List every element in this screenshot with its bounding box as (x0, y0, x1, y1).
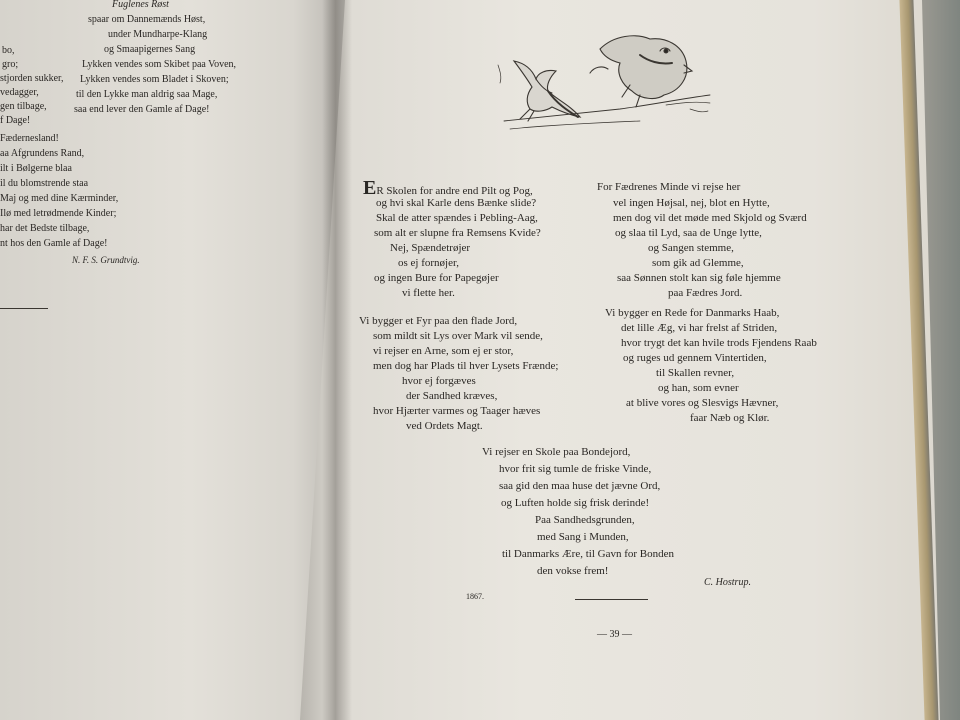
poem-line: For Fædrenes Minde vi rejse her (597, 181, 741, 193)
poem-line: til Danmarks Ære, til Gavn for Bonden (502, 548, 674, 560)
poem-line: ved Ordets Magt. (406, 420, 483, 432)
page-number: — 39 — (597, 629, 632, 640)
poem-line: som gik ad Glemme, (652, 257, 744, 269)
poem-line: til Skallen revner, (656, 367, 735, 379)
left-verse-line: Lykken vendes som Skibet paa Voven, (82, 59, 237, 70)
left-verse-line: til den Lykke man aldrig saa Mage, (76, 89, 218, 100)
poem-line: Nej, Spændetrøjer (390, 242, 471, 254)
left-margin-line: Fædernesland! (0, 133, 59, 144)
left-signature: N. F. S. Grundtvig. (72, 255, 140, 265)
book-spine-shadow (322, 0, 352, 720)
left-margin-line: f Dage! (0, 115, 31, 126)
poem-line: der Sandhed kræves, (406, 390, 498, 402)
left-margin-line: Maj og med dine Kærminder, (0, 193, 119, 204)
left-margin-line: nt hos den Gamle af Dage! (0, 238, 108, 249)
poem-line: og slaa til Lyd, saa de Unge lytte, (615, 227, 762, 239)
left-verse-line: og Smaapigernes Sang (104, 44, 196, 55)
poem-line: vi flette her. (402, 287, 455, 299)
poem-line: Paa Sandhedsgrunden, (535, 514, 635, 526)
poem-line: hvor ej forgæves (402, 375, 476, 387)
poem-line: vel ingen Højsal, nej, blot en Hytte, (613, 197, 770, 209)
poem-line: den vokse frem! (537, 565, 609, 577)
poem-year: 1867. (466, 592, 484, 601)
poem-line: men dog vil det møde med Skjold og Sværd (613, 212, 807, 224)
left-margin-line: gro; (2, 59, 19, 70)
poem-line: hvor Hjærter varmes og Taager hæves (373, 405, 541, 417)
poem-line: os ej fornøjer, (398, 257, 459, 269)
left-verse-line: saa end lever den Gamle af Dage! (74, 104, 210, 115)
drop-cap: E (363, 177, 377, 199)
poem-divider (575, 599, 648, 600)
left-margin-line: har det Bedste tilbage, (0, 223, 90, 234)
left-margin-line: Ilø med letrødmende Kinder; (0, 208, 117, 219)
poem-line: Vi rejser en Skole paa Bondejord, (482, 446, 631, 458)
left-verse-line: spaar om Dannemænds Høst, (88, 14, 206, 25)
poem-line: vi rejser en Arne, som ej er stor, (373, 345, 514, 357)
poem-line: paa Fædres Jord. (668, 287, 743, 299)
left-margin-line: il du blomstrende staa (0, 178, 89, 189)
poem-line: som mildt sit Lys over Mark vil sende, (373, 330, 543, 342)
poem-line: og han, som evner (658, 382, 739, 394)
left-margin-line: vedagger, (0, 87, 39, 98)
poem-line: Vi bygger et Fyr paa den flade Jord, (359, 315, 518, 327)
poem-line: saa Sønnen stolt kan sig føle hjemme (617, 272, 781, 284)
poem-line: det lille Æg, vi har frelst af Striden, (621, 322, 778, 334)
poem-line: og ruges ud gennem Vintertiden, (623, 352, 767, 364)
poem-line: saa gid den maa huse det jævne Ord, (499, 480, 661, 492)
left-margin-line: bo, (2, 45, 15, 56)
left-margin-line: stjorden sukker, (0, 73, 64, 84)
poem-line: Vi bygger en Rede for Danmarks Haab, (605, 307, 780, 319)
poem-line: og Sangen stemme, (648, 242, 734, 254)
birds-illustration-icon (490, 25, 725, 140)
poem-line: men dog har Plads til hver Lysets Frænde; (373, 360, 559, 372)
poem-line: som alt er slupne fra Remsens Kvide? (374, 227, 541, 239)
poem-line: faar Næb og Klør. (690, 412, 770, 424)
poem-line: og ingen Bure for Papegøjer (374, 272, 499, 284)
poem-line: hvor trygt det kan hvile trods Fjendens Raab (621, 337, 817, 349)
poem-line: og hvi skal Karle dens Bænke slide? (376, 197, 537, 209)
poem-line: ER Skolen for andre end Pilt og Pog, (363, 177, 533, 199)
left-margin-line: ilt i Bølgerne blaa (0, 163, 72, 174)
left-margin-line: gen tilbage, (0, 101, 47, 112)
left-verse-line: Fuglenes Røst (112, 0, 169, 10)
left-verse-line: Lykken vendes som Bladet i Skoven; (80, 74, 229, 85)
poem-line: og Luften holde sig frisk derinde! (501, 497, 650, 509)
left-verse-line: under Mundharpe-Klang (108, 29, 208, 40)
left-margin-line: aa Afgrundens Rand, (0, 148, 85, 159)
poem-line: hvor frit sig tumle de friske Vinde, (499, 463, 652, 475)
poem-line: med Sang i Munden, (537, 531, 629, 543)
poem-line: at blive vores og Slesvigs Hævner, (626, 397, 779, 409)
poem-line: Skal de atter spændes i Pebling-Aag, (376, 212, 538, 224)
poem-author: C. Hostrup. (704, 577, 751, 588)
left-divider (0, 308, 48, 309)
